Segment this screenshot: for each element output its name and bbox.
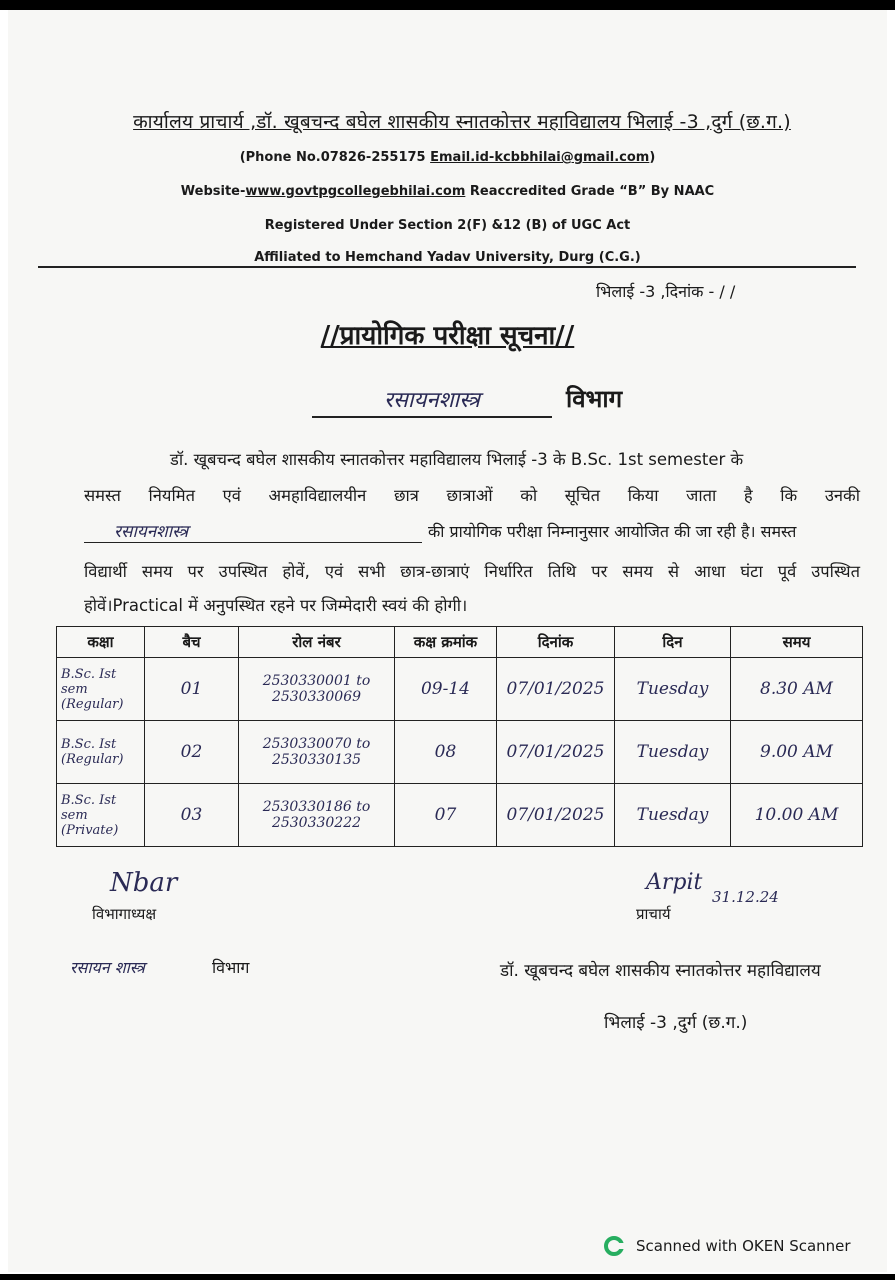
website-label: Website- — [180, 184, 246, 199]
cell-room: 09-14 — [395, 658, 497, 721]
cell-class: B.Sc. Ist sem (Private) — [57, 784, 145, 847]
subject-handwritten: रसायनशास्त्र — [84, 519, 422, 543]
table-row — [57, 658, 863, 721]
footer-department-word: विभाग — [212, 958, 250, 977]
cell-time: 8.30 AM — [731, 658, 863, 721]
contact-line — [40, 150, 855, 165]
website-line — [40, 184, 855, 199]
cell-date: 07/01/2025 — [497, 721, 615, 784]
hod-signature: Nbar — [110, 868, 178, 898]
table-row — [57, 784, 863, 847]
notice-para-line-1: डॉ. खूबचन्द बघेल शासकीय स्नातकोत्तर महाविद्यालय भिलाई -3 के B.Sc. 1st semester के — [170, 450, 744, 469]
cell-day: Tuesday — [615, 658, 731, 721]
notice-para-line-5: होवें।Practical में अनुपस्थित रहने पर जिम्मेदारी स्वयं की होगी। — [84, 596, 468, 615]
cell-time: 9.00 AM — [731, 721, 863, 784]
cell-time: 10.00 AM — [731, 784, 863, 847]
col-roll-header: रोल नंबर — [239, 627, 395, 658]
cell-roll: 2530330070 to 2530330135 — [239, 721, 395, 784]
principal-label: प्राचार्य — [636, 905, 671, 923]
col-day-header: दिन — [615, 627, 731, 658]
cell-batch: 02 — [145, 721, 239, 784]
schedule-table — [56, 626, 863, 847]
cell-room: 07 — [395, 784, 497, 847]
cell-date: 07/01/2025 — [497, 784, 615, 847]
notice-para-line-2: समस्त नियमित एवं अमहाविद्यालयीन छात्र छात्राओं को सूचित किया जाता है कि उनकी — [84, 486, 860, 505]
footer-college-name: डॉ. खूबचन्द बघेल शासकीय स्नातकोत्तर महाविद्यालय — [500, 961, 821, 981]
phone-suffix: ) — [649, 150, 656, 165]
notice-para-line-3: की प्रायोगिक परीक्षा निम्नानुसार आयोजित की जा रही है। समस्त — [428, 522, 797, 541]
principal-sign-date: 31.12.24 — [712, 888, 779, 906]
cell-batch: 01 — [145, 658, 239, 721]
col-room-header: कक्ष क्रमांक — [395, 627, 497, 658]
cell-roll: 2530330001 to 2530330069 — [239, 658, 395, 721]
scanner-watermark — [604, 1236, 851, 1256]
notice-para-line-4: विद्यार्थी समय पर उपस्थित होवें, एवं सभी छात्र-छात्राएं निर्धारित तिथि पर समय से आधा घंटा पूर्व उपस्थित — [84, 562, 860, 581]
dateline: भिलाई -3 ,दिनांक - / / — [596, 282, 736, 301]
department-word: विभाग — [566, 385, 623, 413]
scanner-logo-icon — [604, 1236, 624, 1256]
phone-text: (Phone No.07826-255175 — [239, 150, 431, 165]
affiliation-line: Affiliated to Hemchand Yadav University, Durg (C.G.) — [254, 250, 641, 265]
col-time-header: समय — [731, 627, 863, 658]
office-title: कार्यालय प्राचार्य ,डॉ. खूबचन्द बघेल शासकीय स्नातकोत्तर महाविद्यालय भिलाई -3 ,दुर्ग (छ.ग.) — [133, 111, 791, 133]
notice-title: //प्रायोगिक परीक्षा सूचना// — [320, 321, 575, 351]
header-divider — [38, 266, 856, 268]
col-date-header: दिनांक — [497, 627, 615, 658]
col-class-header: कक्षा — [57, 627, 145, 658]
col-batch-header: बैच — [145, 627, 239, 658]
cell-date: 07/01/2025 — [497, 658, 615, 721]
cell-room: 08 — [395, 721, 497, 784]
principal-signature: Arpit — [646, 870, 703, 895]
website-link[interactable]: www.govtpgcollegebhilai.com — [245, 184, 466, 199]
table-header-row — [57, 627, 863, 658]
ugc-line: Registered Under Section 2(F) &12 (B) of UGC Act — [264, 218, 631, 233]
email-link[interactable]: Email.id-kcbbhilai@gmail.com — [430, 150, 650, 165]
bottom-black-border — [0, 1274, 895, 1280]
cell-class: B.Sc. Ist (Regular) — [57, 721, 145, 784]
table-row — [57, 721, 863, 784]
footer-department-handwritten: रसायन शास्त्र — [70, 958, 145, 977]
hod-label: विभागाध्यक्ष — [92, 905, 157, 923]
footer-city: भिलाई -3 ,दुर्ग (छ.ग.) — [604, 1013, 748, 1033]
department-handwritten: रसायनशास्त्र — [312, 384, 552, 418]
naac-text: Reaccredited Grade “B” By NAAC — [465, 184, 715, 199]
cell-class: B.Sc. Ist sem (Regular) — [57, 658, 145, 721]
cell-batch: 03 — [145, 784, 239, 847]
top-black-border — [0, 0, 895, 10]
scanner-text: Scanned with OKEN Scanner — [636, 1237, 851, 1255]
cell-roll: 2530330186 to 2530330222 — [239, 784, 395, 847]
cell-day: Tuesday — [615, 784, 731, 847]
cell-day: Tuesday — [615, 721, 731, 784]
